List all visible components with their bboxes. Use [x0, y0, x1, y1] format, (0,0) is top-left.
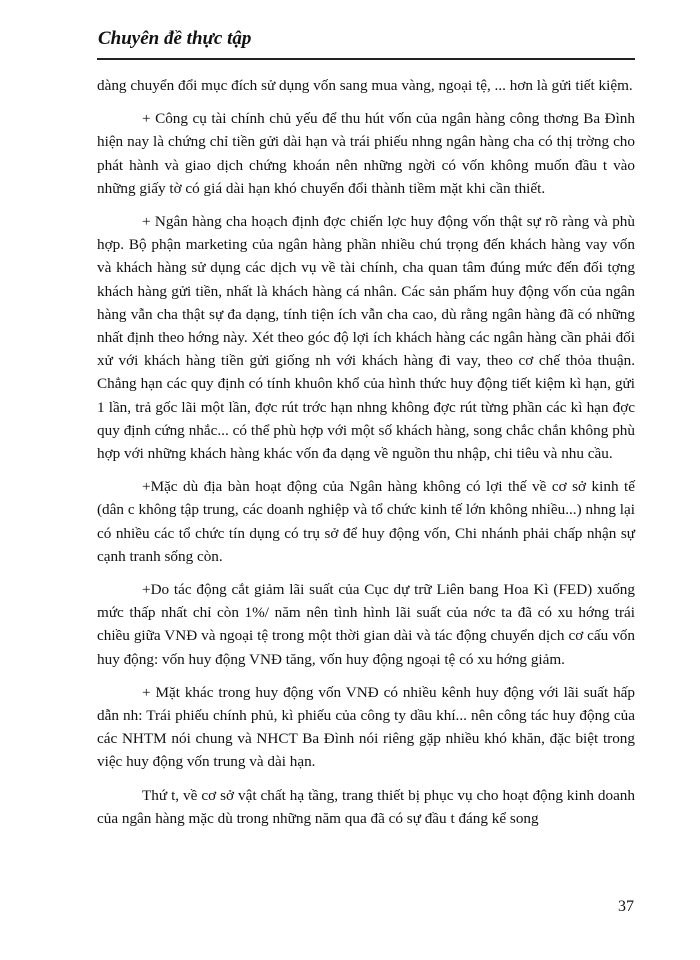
paragraph-channels: + Mặt khác trong huy động vốn VNĐ có nhiều kênh huy động với lãi suất hấp dẫn nh: Trái phiếu chính phủ, kì phiếu của công ty dầu khí... nên công tác huy động của các NHTM nói chung và NHCT Ba Đình nói riêng gặp nhiều khó khăn, đặc biệt trong việc huy động vốn trung và dài hạn. — [97, 683, 635, 771]
paragraph-fed-rates: +Do tác động cắt giảm lãi suất của Cục dự trữ Liên bang Hoa Kì (FED) xuống mức thấp nhất chỉ còn 1%/ năm nên tình hình lãi suất của nớc ta đã có xu hớng trái chiều giữa VNĐ và ngoại tệ trong một thời gian dài và tác động chuyển dịch cơ cấu vốn huy động: vốn huy động VNĐ tăng, vốn huy động ngoại tệ có xu hớng giảm. — [97, 581, 635, 668]
paragraph-strategy: + Ngân hàng cha hoạch định đợc chiến lợc huy động vốn thật sự rõ ràng và phù hợp. Bộ phận marketing của ngân hàng phần nhiều chú trọng đến khách hàng vay vốn và khách hàng sử dụng các dịch vụ về tài chính, cha quan tâm đúng mức đến đối tợng khách hàng gửi tiền, nhất là khách hàng cá nhân. Các sản phẩm huy động vốn của ngân hàng vẫn cha thật sự đa dạng, tính tiện ích vẫn cha cao, dù rằng ngân hàng đã có những nhất định theo hớng này. Xét theo góc độ lợi ích khách hàng các ngân hàng cần phải đối xử với khách hàng tiền gửi giống nh với khách hàng đi vay, theo cơ chế thỏa thuận. Chẳng hạn các quy định có tính khuôn khổ của hình thức huy động tiết kiệm kì hạn, gửi 1 lần, trả gốc lãi một lần, đợc rút trớc hạn nhng không đợc rút từng phần các kì hạn đợc quy định cứng nhắc... có thể phù hợp với một số khách hàng, song chắc chắn không phù hợp với những khách hàng khác vốn đa dạng về nguồn thu nhập, chi tiêu và nhu cầu. — [97, 213, 635, 463]
page-number: 37 — [618, 898, 634, 915]
paragraph-fourth: Thứ t, về cơ sở vật chất hạ tầng, trang thiết bị phục vụ cho hoạt động kinh doanh của ngân hàng mặc dù trong những năm qua đã có sự đầu t đáng kể song — [97, 786, 635, 827]
body-text — [97, 74, 635, 840]
paragraph-continuation: dàng chuyển đổi mục đích sử dụng vốn sang mua vàng, ngoại tệ, ... hơn là gửi tiết kiệm. — [97, 77, 633, 94]
paragraph-financial-instruments: + Công cụ tài chính chủ yếu để thu hút vốn của ngân hàng công thơng Ba Đình hiện nay là chứng chỉ tiền gửi dài hạn và trái phiếu nhng ngân hàng cha có thị trờng cho phát hành và giao dịch chứng khoán nên những ngời có vốn không muốn đầu t vào những giấy tờ có giá dài hạn khó chuyển đổi thành tiềm mặt khi cần thiết. — [97, 110, 635, 197]
running-header: Chuyên đề thực tập — [98, 28, 252, 49]
header-rule — [97, 58, 635, 60]
paragraph-location: +Mặc dù địa bàn hoạt động của Ngân hàng không có lợi thế về cơ sở kinh tế (dân c không tập trung, các doanh nghiệp và tổ chức kinh tế lớn không nhiều...) nhng lại có nhiều các tổ chức tín dụng có trụ sở để huy động vốn, Chi nhánh phải chấp nhận sự cạnh tranh sống còn. — [97, 478, 635, 565]
